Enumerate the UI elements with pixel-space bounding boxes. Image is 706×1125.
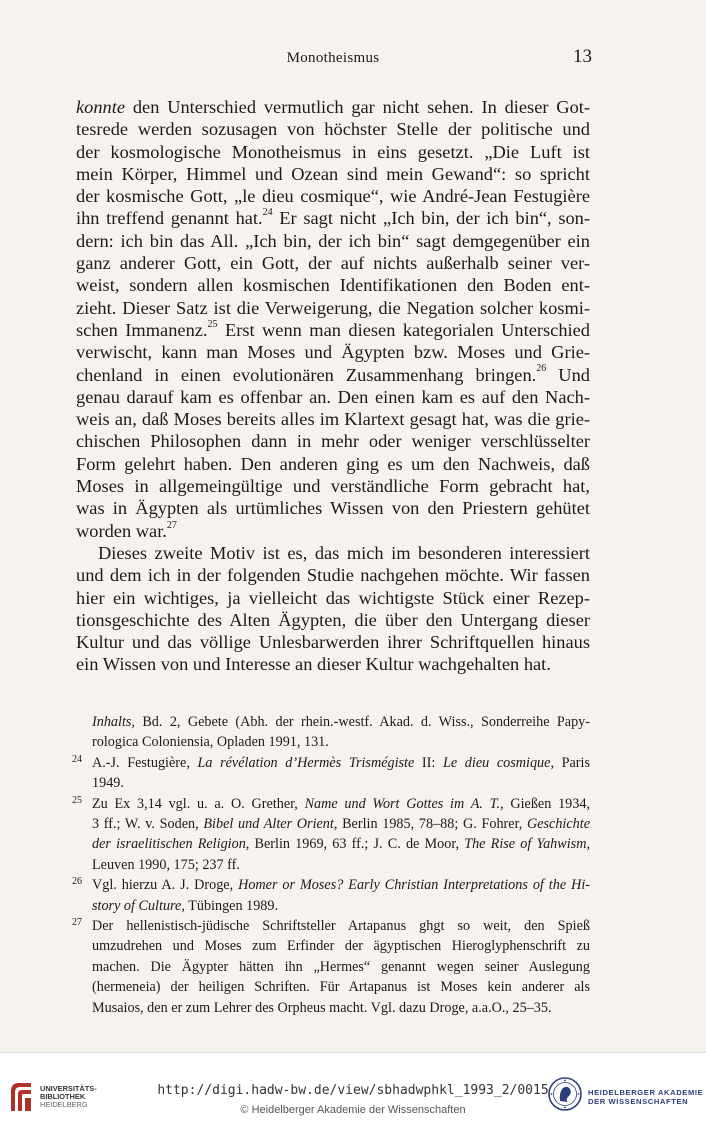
body-text <box>76 96 590 676</box>
footnote-number: 26 <box>72 876 82 888</box>
library-name-line: BIBLIOTHEK <box>40 1092 86 1101</box>
line-text: ganz anderer Gott, ein Gott, der auf nichts außerhalb seiner ver- <box>76 253 590 274</box>
line-text: zieht. Dieser Satz ist die Verweigerung, die Negation solcher kosmi- <box>76 297 590 318</box>
line-text: chischen Philosophen dann in mehr oder weniger verschlüsselter <box>76 431 590 452</box>
academy-name-line: DER WISSENSCHAFTEN <box>588 1097 689 1106</box>
line-text: Erst wenn man diesen kategorialen Unterschied <box>217 319 590 340</box>
line-text: mein Körper, Himmel und Ozean sind mein Gewand“: so spricht <box>76 163 590 184</box>
footnote-continuation <box>76 712 590 753</box>
line-text: Leuven 1990, 175; 237 ff. <box>92 856 240 873</box>
italic-text: der israelitischen Religion <box>92 836 246 853</box>
footnote-line <box>92 814 590 834</box>
line-text: machen. Die Ägypter hätten ihn „Hermes“ genannt wegen seiner Auslegung <box>92 958 590 975</box>
footnote <box>72 916 590 1018</box>
text-line <box>76 497 590 519</box>
library-name-line: UNIVERSITÄTS- <box>40 1084 97 1093</box>
line-text: chenland in einen evolutionären Zusammenhang bringen. <box>76 364 537 385</box>
line-text: Er sagt nicht „Ich bin, der ich bin“, son- <box>272 208 590 229</box>
line-text: , Gießen 1934, <box>500 795 590 812</box>
text-line <box>76 230 590 252</box>
line-text: und dem ich in der folgenden Studie nachgehen möchte. Wir fassen <box>76 565 590 586</box>
footnote-line <box>92 794 590 814</box>
line-text: (hermeneia) der heiligen Schriften. Für Artapanus ist Moses kein anderer als <box>92 979 590 996</box>
text-line <box>76 631 590 653</box>
text-line <box>76 542 590 564</box>
footnote-line <box>92 773 590 793</box>
running-head <box>76 46 590 72</box>
footnote-line <box>92 732 590 752</box>
text-line <box>76 453 590 475</box>
text-line <box>76 587 590 609</box>
line-text: was in Ägypten als urtümliches Wissen von den Priestern gehütet <box>76 498 590 519</box>
line-text: tionsgeschichte des Alten Ägypten, die über den Untergang dieser <box>76 609 590 630</box>
library-name-line: HEIDELBERG <box>40 1100 88 1109</box>
italic-text: konnte <box>76 97 126 117</box>
digitization-footer <box>0 1052 706 1125</box>
line-text: Moses in allgemeingültige und verständliche Form gebracht hat, <box>76 476 590 497</box>
text-line <box>76 520 590 542</box>
footnote-marker[interactable]: 27 <box>166 519 177 531</box>
line-text: hier ein wichtiges, ja vielleicht das wichtigste Stück einer Rezep- <box>76 587 590 608</box>
line-text: , <box>586 836 590 853</box>
line-text: 3 ff.; W. v. Soden, <box>92 816 204 833</box>
line-text: Kultur und das völlige Unlesbarwerden ihrer Schriftquellen hinaus <box>76 632 590 653</box>
italic-text: Le dieu cosmique <box>442 754 551 771</box>
line-text: II: <box>414 754 443 771</box>
footnote-number: 24 <box>72 753 82 765</box>
text-line <box>76 364 590 386</box>
line-text: ihn treffend genannt hat. <box>76 208 263 229</box>
text-line <box>76 252 590 274</box>
footnote-marker[interactable]: 25 <box>207 318 218 330</box>
footnote-line <box>92 712 590 732</box>
footnote-number: 25 <box>72 794 82 806</box>
footnote-marker[interactable]: 24 <box>262 207 273 219</box>
line-text: , Tübingen 1989. <box>181 897 279 914</box>
footnote-list <box>72 753 590 1018</box>
line-text: genau darauf kam es offenbar an. Den einen kam es auf den Nach- <box>76 386 590 407</box>
text-line <box>76 96 590 118</box>
text-line <box>76 564 590 586</box>
line-text: 1949. <box>92 775 124 792</box>
line-text: A.-J. Festugière, <box>92 754 198 771</box>
italic-text: Name und Wort Gottes im A. T. <box>304 795 501 812</box>
text-line <box>76 341 590 363</box>
text-line <box>76 609 590 631</box>
text-line <box>76 141 590 163</box>
copyright-notice: © Heidelberger Akademie der Wissenschaften <box>240 1104 466 1116</box>
line-text: tesrede werden sozusagen von höchster Stelle der politische und <box>76 119 590 140</box>
footnote-line <box>92 834 590 854</box>
line-text: umzudrehen und Moses zum Erfinder der ägyptischen Hieroglyphenschrift zu <box>92 938 590 955</box>
line-text: , Berlin 1969, 63 ff.; J. C. de Moor, <box>245 836 465 853</box>
line-text: Vgl. hierzu A. J. Droge, <box>92 877 239 894</box>
footnote-line <box>92 896 590 916</box>
italic-text: Geschichte <box>526 816 590 833</box>
academy-seal-icon <box>548 1077 582 1111</box>
footnote-marker[interactable]: 26 <box>536 363 547 375</box>
text-line <box>76 319 590 341</box>
footnote <box>72 753 590 794</box>
line-text: der kosmische Gott, „le dieu cosmique“, wie André-Jean Festugière <box>76 186 590 207</box>
line-text: worden war. <box>76 520 167 541</box>
line-text: den Unterschied vermutlich gar nicht sehen. In dieser Got- <box>125 97 590 117</box>
footnote <box>72 794 590 876</box>
line-text: , Bd. 2, Gebete (Abh. der rhein.-westf. Akad. d. Wiss., Sonderreihe Papy- <box>131 714 590 730</box>
line-text: Der hellenistisch-jüdische Schriftsteller Artapanus ghgt so weit, den Spieß <box>92 918 590 935</box>
line-text: Musaios, den er zum Lehrer des Orpheus macht. Vgl. dazu Droge, a.a.O., 25–35. <box>92 999 552 1016</box>
paragraph-1 <box>76 96 590 542</box>
footnote-line <box>92 753 590 773</box>
italic-text: La révélation d’Hermès Trismégiste <box>197 754 415 771</box>
italic-text: Inhalts <box>92 714 132 730</box>
footnote-number: 27 <box>72 917 82 929</box>
line-text: ein Wissen von und Interesse an dieser Kultur wachgehalten hat. <box>76 654 551 675</box>
text-line <box>76 430 590 452</box>
text-line <box>76 118 590 140</box>
line-text: rologica Coloniensia, Opladen 1991, 131. <box>92 734 329 751</box>
italic-text: Homer or Moses? Early Christian Interpretations of the Hi- <box>238 877 590 894</box>
line-text: weist, sondern allen kosmischen Identifikationen den Boden ent- <box>76 275 590 296</box>
academy-name <box>588 1088 703 1106</box>
paragraph-2 <box>76 542 590 676</box>
text-line <box>76 185 590 207</box>
footnote <box>72 875 590 916</box>
text-line <box>76 163 590 185</box>
line-text: der kosmologische Monotheismus in eins gesetzt. „Die Luft ist <box>76 141 590 162</box>
footnote-line <box>92 875 590 895</box>
line-text: dern: ich bin das All. „Ich bin, der ich bin“ sagt demgegenüber ein <box>76 230 590 251</box>
italic-text: The Rise of Yahwism <box>464 836 587 853</box>
text-line <box>76 475 590 497</box>
line-text: , Berlin 1985, 78–88; G. Fohrer, <box>333 816 527 833</box>
footnote-line <box>92 957 590 977</box>
footnote-line <box>92 936 590 956</box>
footnotes <box>72 712 590 1018</box>
line-text: schen Immanenz. <box>76 319 208 340</box>
footnote-line <box>92 977 590 997</box>
footnote-line <box>92 855 590 875</box>
text-line <box>76 386 590 408</box>
running-title: Monotheismus <box>286 50 380 66</box>
line-text: weis an, daß Moses bereits alles im Klartext gesagt hat, was die grie- <box>76 409 590 430</box>
text-line <box>76 408 590 430</box>
line-text: Zu Ex 3,14 vgl. u. a. O. Grether, <box>92 795 305 812</box>
line-text: , Paris <box>550 754 590 771</box>
footnote-line <box>92 916 590 936</box>
line-text: verwischt, kann man Moses und Ägypten bzw. Moses und Grie- <box>76 342 590 363</box>
footnote-line <box>92 998 590 1018</box>
line-text: Dieses zweite Motiv ist es, das mich im besonderen interessiert <box>98 542 590 563</box>
permalink-url[interactable]: http://digi.hadw-bw.de/view/sbhadwphkl_1993_2/0015 <box>157 1083 549 1098</box>
italic-text: Bibel und Alter Orient <box>203 816 334 833</box>
line-text: Form gelehrt haben. Den anderen ging es um den Nachweis, daß <box>76 453 590 474</box>
text-line <box>76 207 590 229</box>
text-line <box>76 653 590 675</box>
line-text: Und <box>546 364 590 385</box>
italic-text: story of Culture <box>92 897 182 914</box>
academy-name-line: HEIDELBERGER AKADEMIE <box>588 1088 704 1097</box>
text-line <box>76 297 590 319</box>
text-line <box>76 274 590 296</box>
page-number: 13 <box>573 46 592 67</box>
